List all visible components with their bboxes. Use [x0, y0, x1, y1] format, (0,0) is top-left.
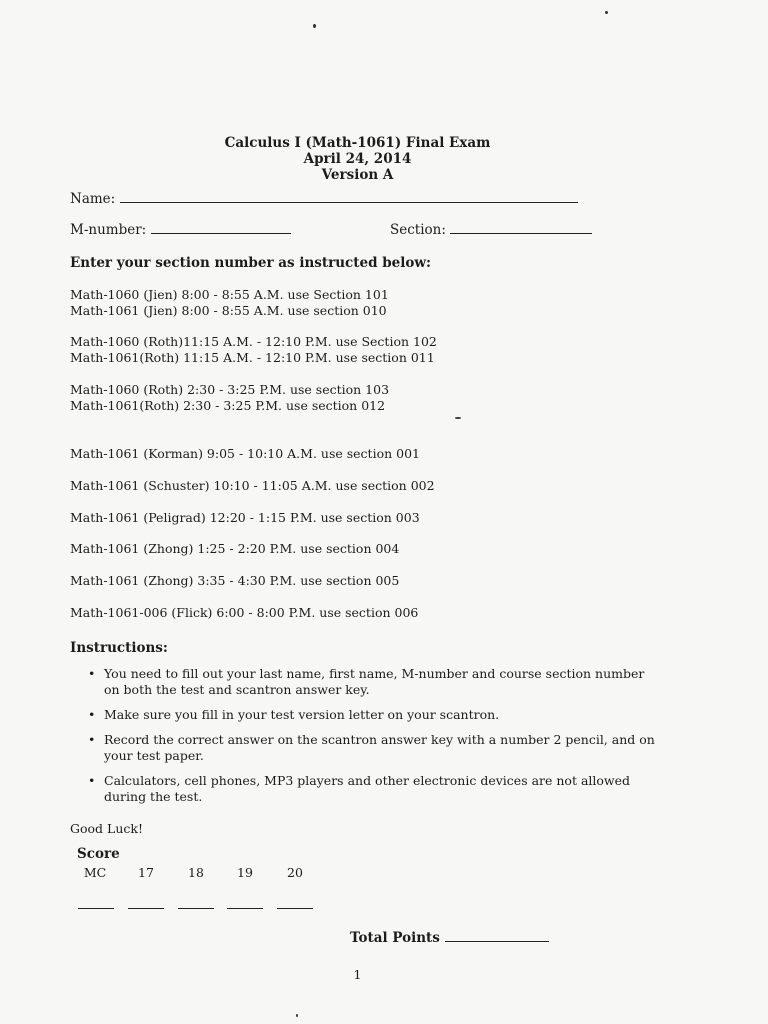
score-blank-18[interactable] — [178, 908, 214, 909]
total-points-blank[interactable] — [445, 930, 549, 942]
section-entry: Math-1060 (Roth) 2:30 - 3:25 P.M. use section 103 — [70, 382, 390, 397]
section-entry: Math-1060 (Roth)11:15 A.M. - 12:10 P.M. use Section 102 — [70, 334, 437, 349]
name-field — [70, 191, 578, 207]
instructions-list — [86, 666, 656, 814]
exam-date: April 24, 2014 — [303, 151, 412, 167]
section-entry: Math-1061 (Korman) 9:05 - 10:10 A.M. use section 001 — [70, 446, 420, 461]
score-blank-20[interactable] — [277, 908, 313, 909]
score-column-mc: MC — [83, 865, 107, 880]
section-field — [390, 222, 592, 238]
name-blank[interactable] — [120, 191, 578, 203]
section-entry: Math-1061(Roth) 2:30 - 3:25 P.M. use section 012 — [70, 398, 386, 413]
page-number: 1 — [353, 967, 362, 982]
scan-speck — [313, 24, 316, 28]
section-entry: Math-1061(Roth) 11:15 A.M. - 12:10 P.M. use section 011 — [70, 350, 435, 365]
section-label: Section: — [390, 222, 446, 238]
section-entry: Math-1061 (Schuster) 10:10 - 11:05 A.M. use section 002 — [70, 478, 435, 493]
score-column-18: 18 — [188, 865, 204, 880]
instruction-item: • Record the correct answer on the scantron answer key with a number 2 pencil, and on your test paper. — [86, 732, 656, 764]
score-blank-19[interactable] — [227, 908, 263, 909]
instruction-item: • Make sure you fill in your test version letter on your scantron. — [86, 707, 656, 723]
exam-version: Version A — [321, 167, 394, 183]
section-entry: Math-1061 (Zhong) 1:25 - 2:20 P.M. use section 004 — [70, 541, 400, 556]
scan-speck — [296, 1014, 298, 1017]
mnumber-label: M-number: — [70, 222, 147, 238]
score-label: Score — [77, 846, 120, 862]
instruction-item: • You need to fill out your last name, first name, M-number and course section number on both the test and scantron answer key. — [86, 666, 656, 698]
score-column-20: 20 — [287, 865, 303, 880]
section-entry: Math-1061 (Zhong) 3:35 - 4:30 P.M. use section 005 — [70, 573, 400, 588]
mnumber-field — [70, 222, 291, 238]
score-blank-17[interactable] — [128, 908, 164, 909]
score-column-17: 17 — [138, 865, 154, 880]
good-luck-text: Good Luck! — [70, 821, 143, 836]
section-entry: Math-1061 (Jien) 8:00 - 8:55 A.M. use section 010 — [70, 303, 387, 318]
scan-speck — [455, 417, 461, 419]
scan-speck — [605, 11, 608, 14]
name-label: Name: — [70, 191, 116, 207]
instruction-item: • Calculators, cell phones, MP3 players and other electronic devices are not allowed during the test. — [86, 773, 656, 805]
score-column-19: 19 — [237, 865, 253, 880]
section-entry: Math-1060 (Jien) 8:00 - 8:55 A.M. use Section 101 — [70, 287, 389, 302]
total-points — [350, 930, 549, 946]
section-blank[interactable] — [450, 222, 592, 234]
exam-title: Calculus I (Math-1061) Final Exam — [224, 135, 491, 151]
exam-header — [0, 135, 715, 183]
mnumber-blank[interactable] — [151, 222, 291, 234]
score-blank-mc[interactable] — [78, 908, 114, 909]
instructions-heading: Instructions: — [70, 640, 168, 656]
section-entry: Math-1061 (Peligrad) 12:20 - 1:15 P.M. use section 003 — [70, 510, 420, 525]
section-entry: Math-1061-006 (Flick) 6:00 - 8:00 P.M. use section 006 — [70, 605, 419, 620]
total-points-label: Total Points — [350, 930, 440, 946]
section-intro: Enter your section number as instructed below: — [70, 255, 431, 271]
